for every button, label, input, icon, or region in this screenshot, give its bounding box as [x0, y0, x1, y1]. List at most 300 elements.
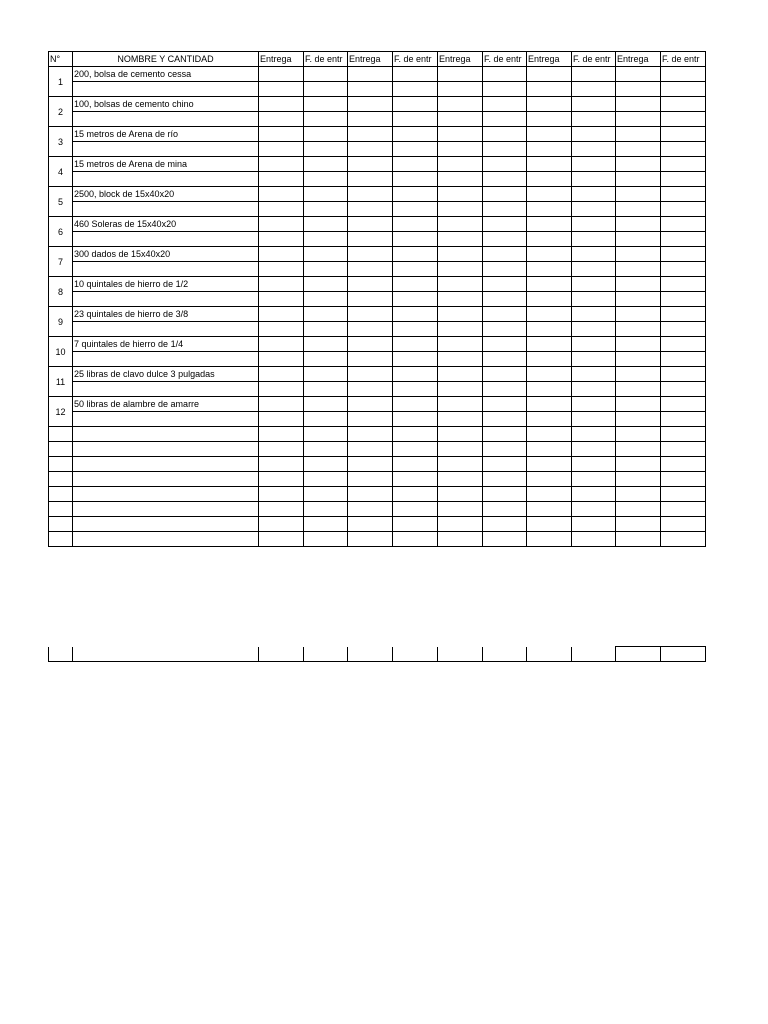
table-cell [393, 82, 438, 97]
table-cell [438, 202, 483, 217]
item-number: 9 [49, 307, 73, 337]
table-cell [348, 67, 393, 82]
table-cell [616, 367, 661, 382]
header-fecha: F. de entr [483, 52, 527, 67]
table-cell [616, 427, 661, 442]
table-cell [348, 112, 393, 127]
table-cell [304, 292, 348, 307]
table-cell [483, 277, 527, 292]
table-cell [49, 517, 73, 532]
empty-row [49, 472, 706, 487]
table-cell [572, 532, 616, 547]
table-cell [483, 67, 527, 82]
item-name: 100, bolsas de cemento chino [73, 97, 259, 112]
item-number: 5 [49, 187, 73, 217]
table-cell [304, 397, 348, 412]
table-cell [661, 292, 706, 307]
table-cell [661, 427, 706, 442]
table-cell [304, 442, 348, 457]
table-cell [616, 352, 661, 367]
table-cell [572, 202, 616, 217]
table-cell [661, 322, 706, 337]
table-cell [527, 442, 572, 457]
table-cell [438, 337, 483, 352]
table-cell [393, 487, 438, 502]
table-cell [73, 172, 259, 187]
table-cell [483, 232, 527, 247]
table-cell [527, 472, 572, 487]
table-cell [483, 472, 527, 487]
table-cell [438, 427, 483, 442]
table-cell [259, 127, 304, 142]
item-name: 7 quintales de hierro de 1/4 [73, 337, 259, 352]
table-cell [527, 457, 572, 472]
table-cell [304, 202, 348, 217]
table-cell [73, 532, 259, 547]
table-cell [616, 127, 661, 142]
table-cell [483, 442, 527, 457]
header-entrega: Entrega [348, 52, 393, 67]
table-cell [661, 67, 706, 82]
table-cell [393, 127, 438, 142]
table-cell [661, 112, 706, 127]
table-cell [483, 517, 527, 532]
table-cell [616, 382, 661, 397]
table-cell [73, 322, 259, 337]
table-cell [393, 247, 438, 262]
table-cell [572, 97, 616, 112]
table-cell [572, 292, 616, 307]
table-cell [259, 397, 304, 412]
table-cell [572, 427, 616, 442]
table-cell [438, 382, 483, 397]
materials-table [48, 51, 706, 547]
table-cell [304, 187, 348, 202]
item-number: 7 [49, 247, 73, 277]
header-entrega: Entrega [527, 52, 572, 67]
table-cell [438, 292, 483, 307]
table-cell [348, 412, 393, 427]
table-cell [393, 292, 438, 307]
table-cell [661, 487, 706, 502]
table-cell [483, 352, 527, 367]
table-cell [393, 457, 438, 472]
table-cell [483, 127, 527, 142]
table-cell [438, 247, 483, 262]
table-cell [348, 442, 393, 457]
table-cell [572, 352, 616, 367]
table-cell [438, 127, 483, 142]
table-row [49, 127, 706, 142]
table-cell [527, 412, 572, 427]
table-cell [259, 487, 304, 502]
table-row [49, 112, 706, 127]
table-cell [438, 472, 483, 487]
table-cell [527, 112, 572, 127]
table-cell [49, 647, 73, 662]
table-cell [49, 457, 73, 472]
table-cell [438, 307, 483, 322]
table-cell [304, 412, 348, 427]
item-name: 15 metros de Arena de río [73, 127, 259, 142]
header-entrega: Entrega [616, 52, 661, 67]
table-cell [616, 187, 661, 202]
table-cell [438, 502, 483, 517]
table-cell [483, 112, 527, 127]
table-cell [438, 97, 483, 112]
item-number: 3 [49, 127, 73, 157]
table-cell [73, 517, 259, 532]
table-cell [527, 82, 572, 97]
table-cell [438, 412, 483, 427]
table-cell [527, 217, 572, 232]
table-cell [572, 442, 616, 457]
empty-row [49, 457, 706, 472]
table-cell [73, 262, 259, 277]
table-cell [348, 142, 393, 157]
table-row [49, 247, 706, 262]
table-cell [483, 487, 527, 502]
table-cell [438, 277, 483, 292]
table-cell [527, 277, 572, 292]
table-cell [259, 262, 304, 277]
table-row [49, 412, 706, 427]
table-cell [348, 307, 393, 322]
table-cell [348, 217, 393, 232]
table-cell [616, 457, 661, 472]
table-row [49, 307, 706, 322]
table-cell [661, 472, 706, 487]
table-cell [259, 457, 304, 472]
table-cell [393, 337, 438, 352]
table-cell [348, 232, 393, 247]
header-fecha: F. de entr [572, 52, 616, 67]
table-cell [304, 382, 348, 397]
table-cell [661, 202, 706, 217]
table-cell [49, 487, 73, 502]
table-cell [304, 142, 348, 157]
table-cell [259, 322, 304, 337]
table-cell [661, 412, 706, 427]
table-cell [259, 647, 304, 662]
table-cell [661, 647, 706, 662]
table-cell [616, 307, 661, 322]
table-cell [259, 352, 304, 367]
table-row [49, 157, 706, 172]
table-cell [393, 412, 438, 427]
footer-row [49, 647, 706, 662]
table-cell [348, 517, 393, 532]
table-cell [527, 397, 572, 412]
item-name: 460 Soleras de 15x40x20 [73, 217, 259, 232]
table-cell [572, 367, 616, 382]
table-cell [393, 647, 438, 662]
table-cell [348, 172, 393, 187]
table-cell [73, 472, 259, 487]
table-cell [661, 97, 706, 112]
table-cell [616, 647, 661, 662]
table-cell [527, 292, 572, 307]
table-cell [483, 187, 527, 202]
table-cell [259, 502, 304, 517]
table-cell [438, 232, 483, 247]
table-cell [527, 532, 572, 547]
table-cell [438, 647, 483, 662]
table-cell [259, 442, 304, 457]
header-num: N° [49, 52, 73, 67]
table-cell [616, 232, 661, 247]
table-cell [393, 187, 438, 202]
table-cell [393, 202, 438, 217]
table-row [49, 232, 706, 247]
table-cell [572, 277, 616, 292]
table-cell [661, 142, 706, 157]
table-cell [661, 82, 706, 97]
table-row [49, 187, 706, 202]
header-name: NOMBRE Y CANTIDAD [73, 52, 259, 67]
table-cell [661, 517, 706, 532]
table-cell [259, 427, 304, 442]
table-cell [661, 397, 706, 412]
table-cell [259, 67, 304, 82]
table-cell [49, 427, 73, 442]
table-cell [438, 112, 483, 127]
table-cell [304, 457, 348, 472]
table-row [49, 82, 706, 97]
table-cell [348, 262, 393, 277]
table-cell [661, 307, 706, 322]
table-cell [393, 157, 438, 172]
table-cell [348, 127, 393, 142]
table-cell [73, 412, 259, 427]
item-name: 23 quintales de hierro de 3/8 [73, 307, 259, 322]
table-cell [572, 472, 616, 487]
table-cell [348, 157, 393, 172]
table-cell [393, 427, 438, 442]
table-cell [393, 397, 438, 412]
footer-row-table [48, 646, 706, 662]
table-cell [483, 457, 527, 472]
table-cell [527, 382, 572, 397]
table-cell [393, 232, 438, 247]
table-cell [483, 367, 527, 382]
table-cell [304, 337, 348, 352]
table-cell [527, 247, 572, 262]
empty-row [49, 442, 706, 457]
table-cell [572, 82, 616, 97]
table-row [49, 337, 706, 352]
empty-row [49, 487, 706, 502]
table-cell [304, 97, 348, 112]
table-cell [483, 322, 527, 337]
table-cell [572, 187, 616, 202]
table-cell [527, 307, 572, 322]
empty-row [49, 532, 706, 547]
table-cell [527, 142, 572, 157]
table-cell [483, 502, 527, 517]
table-cell [304, 472, 348, 487]
table-cell [438, 172, 483, 187]
table-cell [259, 277, 304, 292]
table-cell [527, 337, 572, 352]
table-cell [73, 442, 259, 457]
table-cell [393, 367, 438, 382]
item-name: 50 libras de alambre de amarre [73, 397, 259, 412]
table-cell [73, 487, 259, 502]
empty-row [49, 427, 706, 442]
table-cell [527, 487, 572, 502]
table-cell [73, 232, 259, 247]
table-cell [483, 412, 527, 427]
table-cell [49, 502, 73, 517]
table-cell [527, 352, 572, 367]
table-cell [73, 202, 259, 217]
item-number: 4 [49, 157, 73, 187]
table-cell [304, 157, 348, 172]
table-cell [483, 202, 527, 217]
table-cell [572, 262, 616, 277]
table-cell [661, 352, 706, 367]
table-cell [661, 262, 706, 277]
table-cell [348, 647, 393, 662]
table-cell [259, 412, 304, 427]
table-cell [304, 367, 348, 382]
table-cell [572, 157, 616, 172]
table-row [49, 367, 706, 382]
table-cell [438, 157, 483, 172]
table-cell [438, 367, 483, 382]
table-cell [438, 217, 483, 232]
table-row [49, 277, 706, 292]
table-cell [616, 532, 661, 547]
table-row [49, 262, 706, 277]
table-cell [661, 367, 706, 382]
table-cell [483, 142, 527, 157]
table-cell [438, 352, 483, 367]
table-row [49, 397, 706, 412]
table-cell [73, 292, 259, 307]
table-row [49, 217, 706, 232]
table-cell [661, 127, 706, 142]
table-cell [661, 157, 706, 172]
table-cell [304, 307, 348, 322]
table-cell [438, 532, 483, 547]
table-cell [616, 397, 661, 412]
item-name: 25 libras de clavo dulce 3 pulgadas [73, 367, 259, 382]
table-cell [616, 442, 661, 457]
table-cell [393, 502, 438, 517]
table-cell [259, 142, 304, 157]
table-cell [616, 472, 661, 487]
table-cell [572, 217, 616, 232]
table-cell [348, 532, 393, 547]
table-cell [483, 82, 527, 97]
table-cell [483, 382, 527, 397]
table-cell [527, 232, 572, 247]
table-cell [572, 397, 616, 412]
table-cell [348, 502, 393, 517]
table-cell [661, 457, 706, 472]
item-number: 1 [49, 67, 73, 97]
table-cell [304, 82, 348, 97]
table-cell [348, 292, 393, 307]
table-cell [616, 82, 661, 97]
table-cell [572, 337, 616, 352]
table-cell [616, 202, 661, 217]
table-cell [304, 247, 348, 262]
table-cell [348, 397, 393, 412]
table-cell [616, 217, 661, 232]
table-cell [259, 157, 304, 172]
table-cell [527, 502, 572, 517]
table-cell [393, 97, 438, 112]
table-cell [572, 382, 616, 397]
table-row [49, 172, 706, 187]
table-cell [438, 142, 483, 157]
table-cell [483, 172, 527, 187]
table-cell [527, 187, 572, 202]
table-cell [483, 397, 527, 412]
table-cell [661, 502, 706, 517]
table-body [49, 67, 706, 547]
table-cell [616, 277, 661, 292]
table-cell [616, 517, 661, 532]
table-cell [661, 217, 706, 232]
table-cell [483, 247, 527, 262]
header-fecha: F. de entr [661, 52, 706, 67]
table-cell [438, 322, 483, 337]
table-cell [348, 457, 393, 472]
table-cell [304, 352, 348, 367]
table-cell [572, 322, 616, 337]
table-cell [393, 442, 438, 457]
item-number: 2 [49, 97, 73, 127]
table-cell [348, 322, 393, 337]
header-entrega: Entrega [438, 52, 483, 67]
table-cell [438, 517, 483, 532]
table-cell [393, 172, 438, 187]
table-cell [259, 202, 304, 217]
table-cell [73, 142, 259, 157]
table-cell [616, 172, 661, 187]
table-cell [616, 412, 661, 427]
table-cell [304, 532, 348, 547]
table-cell [527, 517, 572, 532]
table-cell [438, 457, 483, 472]
table-cell [259, 247, 304, 262]
table-cell [73, 112, 259, 127]
table-cell [393, 112, 438, 127]
table-cell [527, 172, 572, 187]
table-cell [304, 262, 348, 277]
table-cell [73, 82, 259, 97]
table-cell [616, 292, 661, 307]
item-name: 2500, block de 15x40x20 [73, 187, 259, 202]
table-cell [49, 472, 73, 487]
table-row [49, 97, 706, 112]
header-fecha: F. de entr [304, 52, 348, 67]
table-cell [73, 502, 259, 517]
table-cell [661, 532, 706, 547]
table-cell [304, 127, 348, 142]
table-cell [348, 352, 393, 367]
table-cell [527, 322, 572, 337]
table-cell [572, 112, 616, 127]
table-cell [527, 427, 572, 442]
item-number: 8 [49, 277, 73, 307]
table-cell [527, 157, 572, 172]
table-cell [304, 232, 348, 247]
